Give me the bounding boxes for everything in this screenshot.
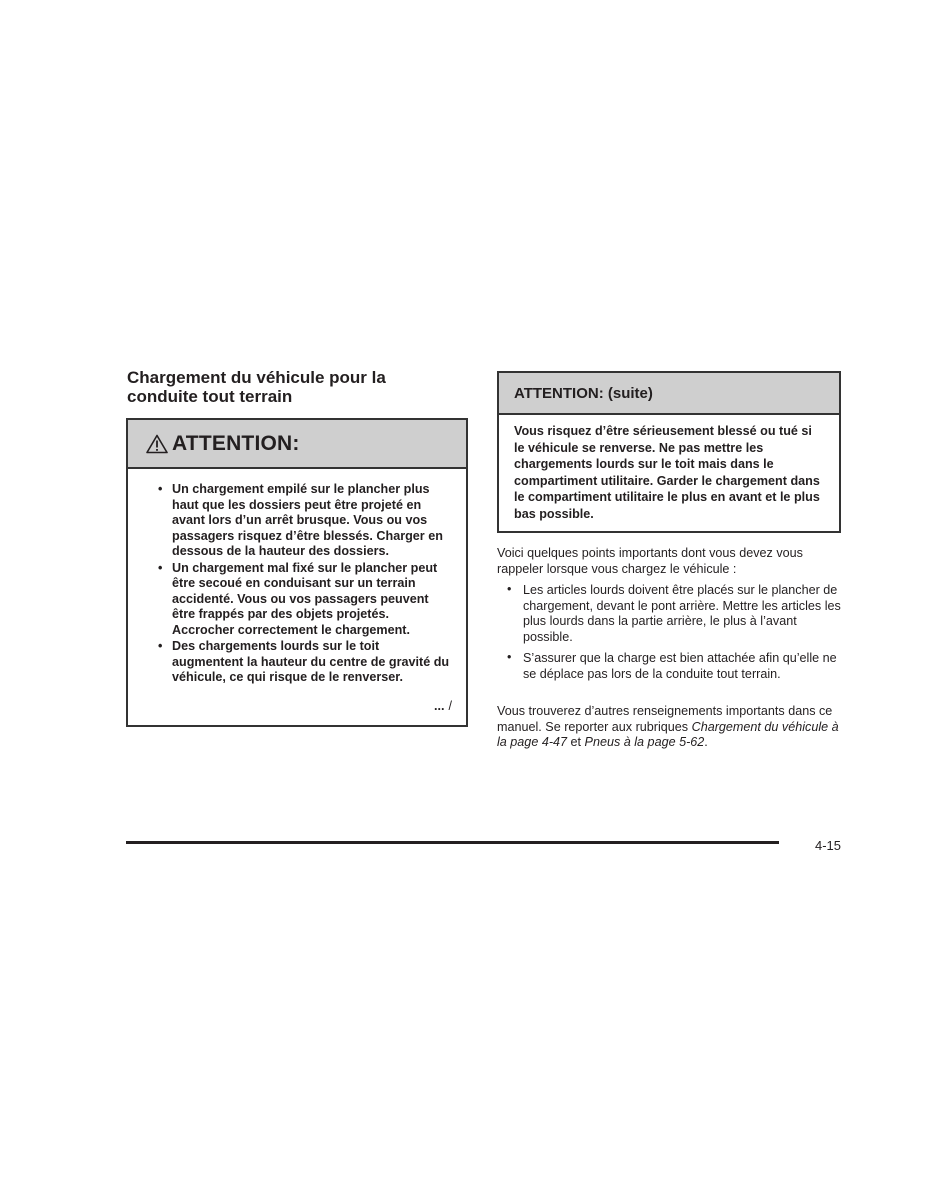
attention-heading: ATTENTION: — [172, 431, 300, 455]
page-number: 4-15 — [815, 838, 842, 853]
warning-item — [158, 561, 454, 639]
warning-item-text: Un chargement mal fixé sur le plancher peut être secoué en conduisant sur un terrain accidenté. Vous ou vos passagers peuvent être frappés par des objets projetés. Accrocher correctement le chargement. — [172, 560, 438, 637]
cross-reference-link[interactable]: Pneus à la page 5-62 — [584, 735, 705, 750]
bullet-icon: • — [507, 650, 512, 665]
list-item — [497, 651, 841, 682]
closing-text: . — [704, 735, 708, 750]
attention-continued-body: Vous risquez d’être sérieusement blessé ou tué si le véhicule se renverse. Ne pas mettre les chargements lourds sur le toit mais dans le compartiment utilitaire. Garder le chargement dans le compartiment utilitaire le plus en avant et le plus bas possible. — [514, 424, 820, 521]
bullet-icon: • — [158, 639, 163, 653]
footer-rule — [126, 841, 779, 844]
loading-tips-list — [497, 583, 841, 689]
warning-item — [158, 482, 454, 560]
continued-marker — [434, 699, 452, 713]
attention-header — [128, 420, 466, 469]
attention-continued-heading: ATTENTION: (suite) — [499, 373, 839, 415]
list-item-text: S’assurer que la charge est bien attachée afin qu’elle ne se déplace pas lors de la conduite tout terrain. — [523, 651, 837, 681]
warning-item-text: Des chargements lourds sur le toit augmentent la hauteur du centre de gravité du véhicule, ce qui risque de le renverser. — [172, 639, 450, 684]
bullet-icon: • — [507, 582, 512, 596]
continued-ellipsis: ... — [434, 699, 445, 713]
attention-continued-box — [497, 371, 841, 533]
bullet-icon: • — [158, 482, 163, 496]
section-title: Chargement du véhicule pour la conduite tout terrain — [127, 368, 386, 406]
list-item — [497, 583, 841, 645]
bullet-icon: • — [158, 560, 163, 575]
warning-triangle-icon — [146, 434, 168, 454]
attention-warning-box — [126, 418, 468, 727]
intro-paragraph: Voici quelques points importants dont vous devez vous rappeler lorsque vous chargez le véhicule : — [497, 546, 803, 576]
list-item-text: Les articles lourds doivent être placés sur le plancher de chargement, devant le pont arrière. Mettre les articles les plus lourds dans la partie arrière, le plus à l’avant possible. — [523, 583, 841, 644]
warning-item-text: Un chargement empilé sur le plancher plus haut que les dossiers peut être projeté en avant lors d’un arrêt brusque. Vous ou vos passagers risquez d’être blessés. Charger en dessous de la hauteur des dossiers. — [172, 482, 443, 558]
warning-item — [158, 639, 454, 686]
closing-paragraph — [497, 704, 841, 751]
warning-list — [128, 469, 466, 686]
closing-text: Vous trouverez d’autres renseignements importants dans ce manuel. Se reporter aux rubriques — [497, 704, 833, 734]
continued-slash: / — [448, 699, 452, 713]
cross-reference-link[interactable]: Chargement du véhicule à la page 4-47 — [497, 719, 839, 750]
closing-text: et — [567, 735, 585, 750]
